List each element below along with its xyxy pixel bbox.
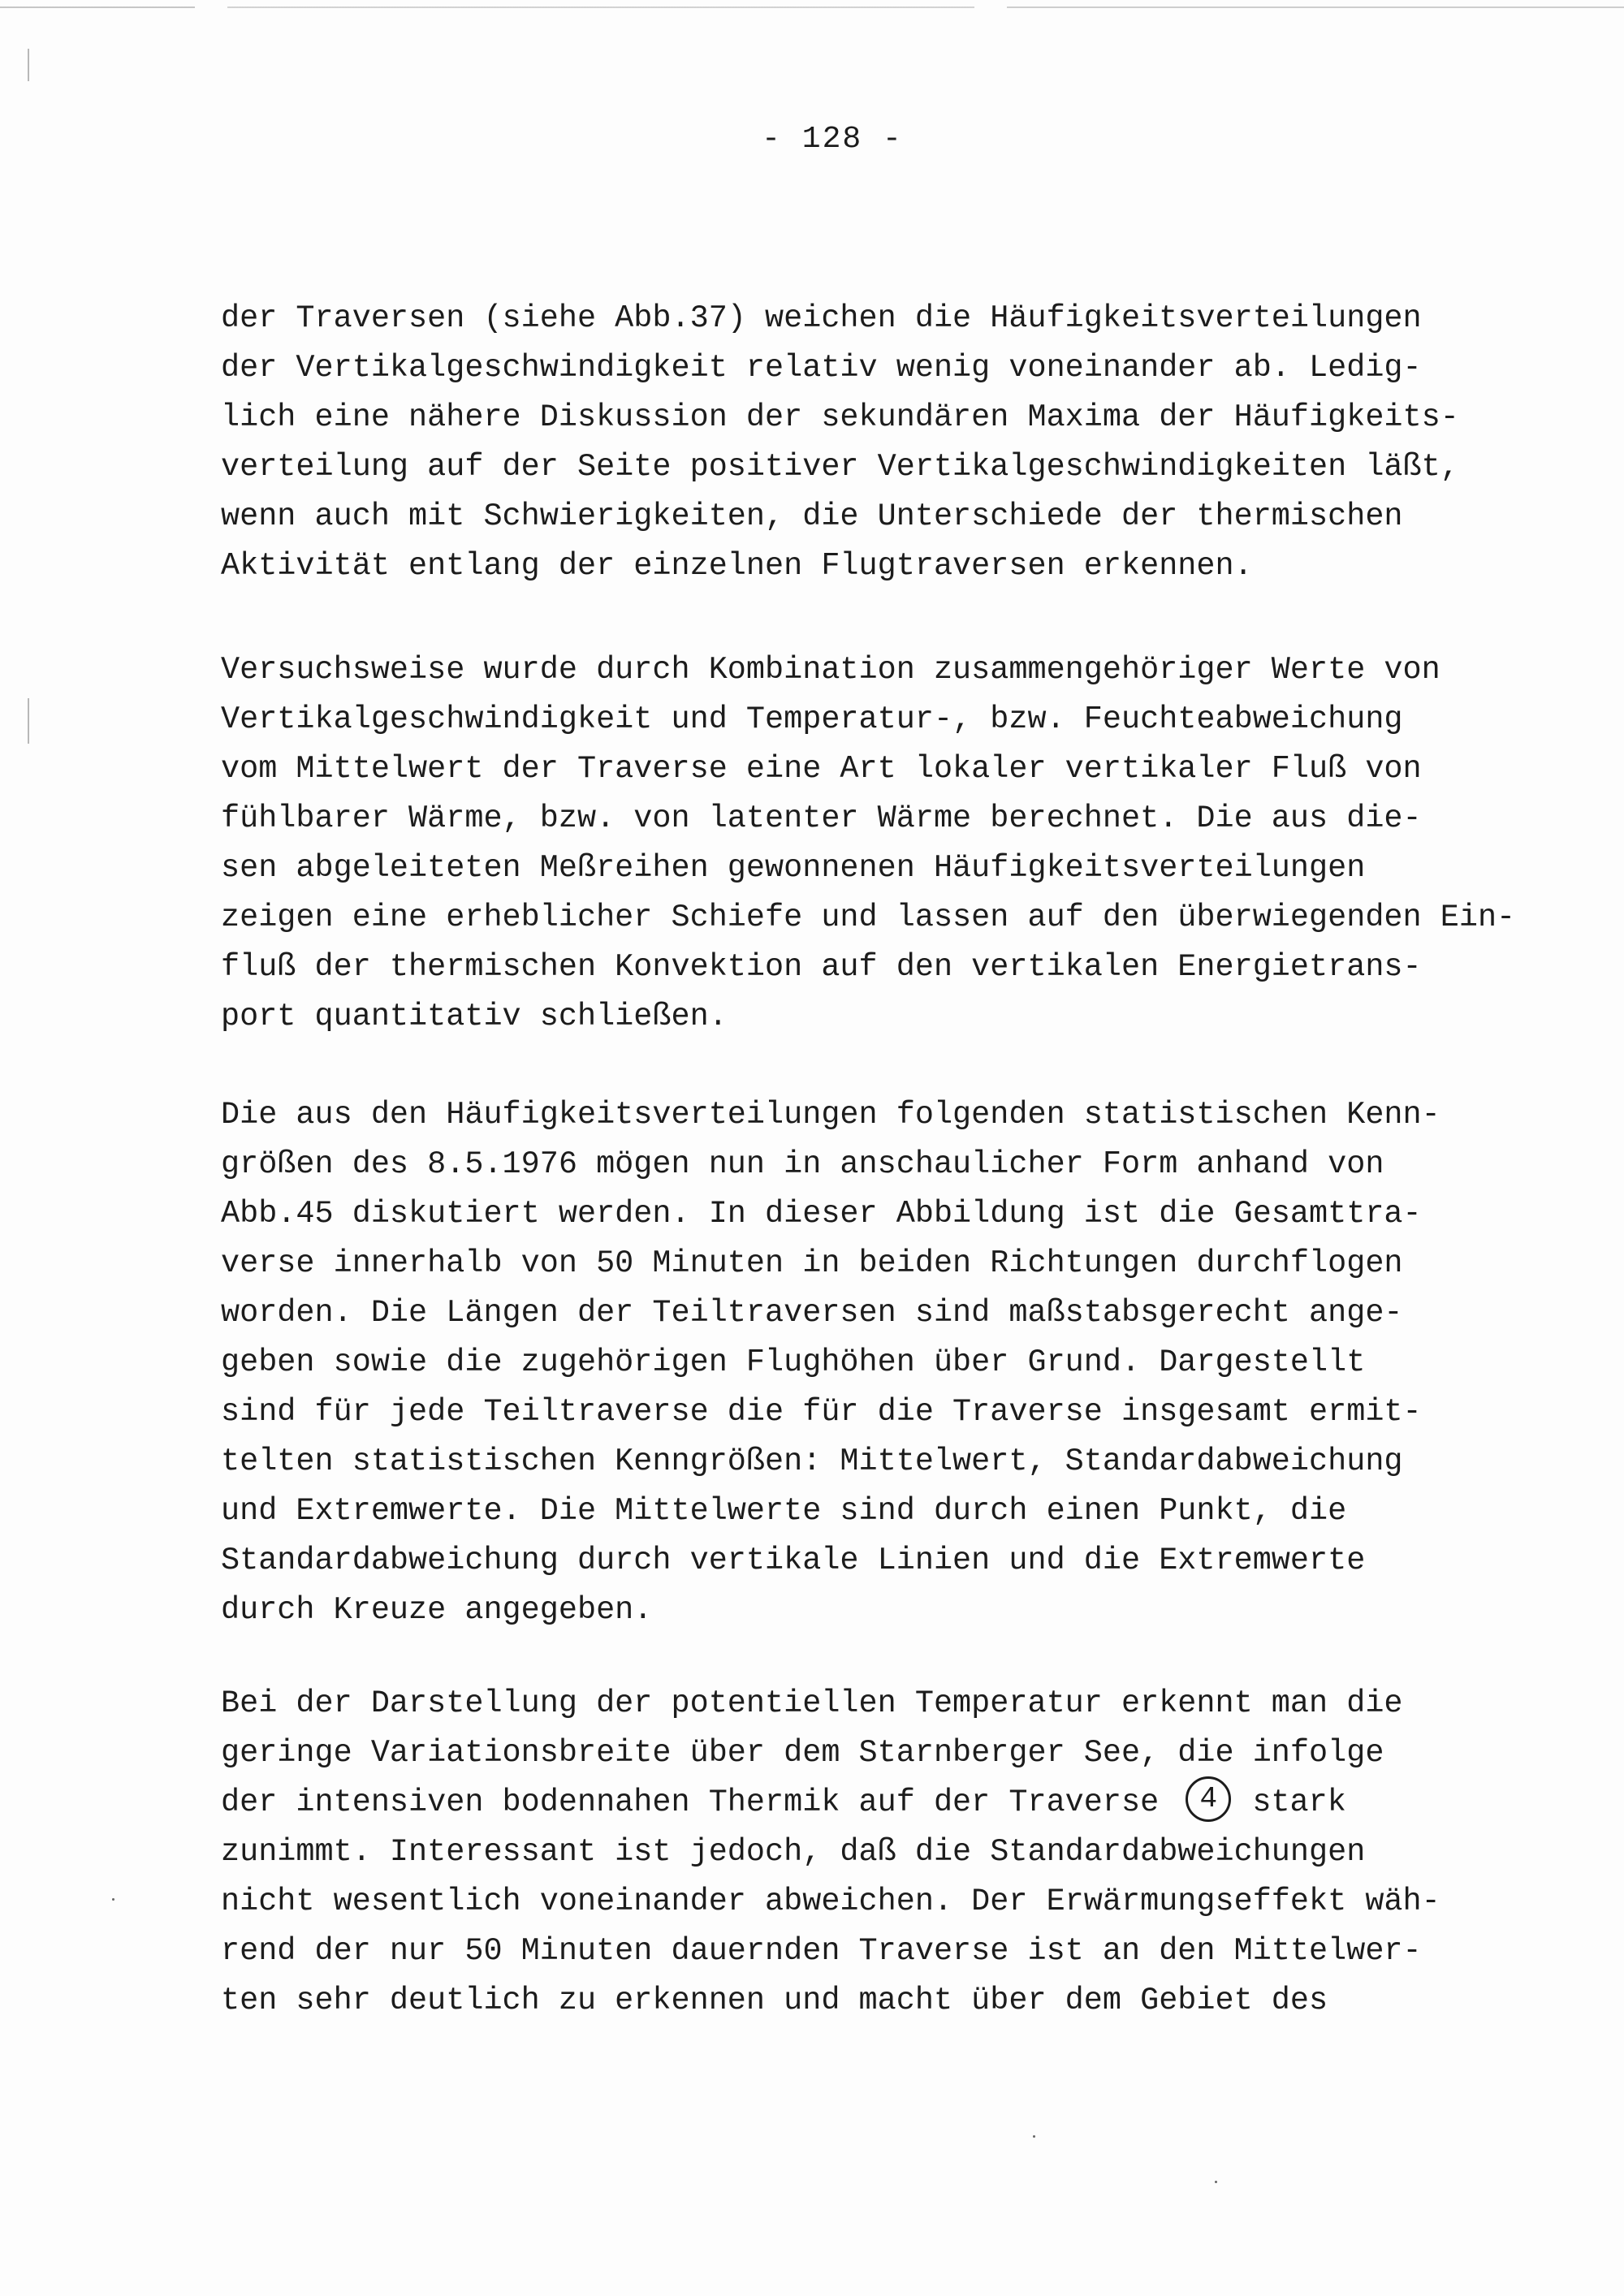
text-line: geben sowie die zugehörigen Flughöhen über Grund. Dargestellt (221, 1344, 1366, 1380)
text-segment: stark (1252, 1785, 1346, 1820)
text-segment: der intensiven bodennahen Thermik auf der Traverse (221, 1785, 1160, 1820)
text-line: Die aus den Häufigkeitsverteilungen folgenden statistischen Kenn- (221, 1097, 1440, 1133)
text-line: sind für jede Teiltraverse die für die Traverse insgesamt ermit- (221, 1394, 1422, 1430)
text-line: der Vertikalgeschwindigkeit relativ wenig voneinander ab. Ledig- (221, 350, 1422, 386)
text-line: Versuchsweise wurde durch Kombination zusammengehöriger Werte von (221, 652, 1440, 688)
text-line: vom Mittelwert der Traverse eine Art lokaler vertikaler Fluß von (221, 751, 1422, 787)
text-line: verse innerhalb von 50 Minuten in beiden Richtungen durchflogen (221, 1245, 1403, 1281)
text-line: zeigen eine erheblicher Schiefe und lassen auf den überwiegenden Ein- (221, 900, 1516, 935)
text-line: durch Kreuze angegeben. (221, 1592, 653, 1628)
text-line: größen des 8.5.1976 mögen nun in anschaulicher Form anhand von (221, 1146, 1384, 1182)
scan-margin-mark (28, 49, 29, 81)
scan-top-edge (0, 6, 1624, 8)
paragraph-2 (221, 645, 1520, 1042)
scan-margin-mark (28, 698, 29, 744)
text-line: fluß der thermischen Konvektion auf den vertikalen Energietrans- (221, 949, 1422, 985)
scan-speck (112, 1898, 114, 1901)
paragraph-4 (221, 1679, 1520, 2026)
text-line: port quantitativ schließen. (221, 999, 728, 1034)
circled-number-4: 4 (1186, 1776, 1231, 1822)
text-line: geringe Variationsbreite über dem Starnberger See, die infolge (221, 1735, 1384, 1771)
text-line: Abb.45 diskutiert werden. In dieser Abbildung ist die Gesamttra- (221, 1196, 1422, 1232)
text-line: rend der nur 50 Minuten dauernden Traverse ist an den Mittelwer- (221, 1933, 1422, 1969)
text-line: Vertikalgeschwindigkeit und Temperatur-, bzw. Feuchteabweichung (221, 701, 1403, 737)
text-line: Standardabweichung durch vertikale Linien und die Extremwerte (221, 1543, 1366, 1578)
text-line: verteilung auf der Seite positiver Vertikalgeschwindigkeiten läßt, (221, 449, 1459, 485)
text-line: telten statistischen Kenngrößen: Mittelwert, Standardabweichung (221, 1444, 1403, 1479)
text-line: fühlbarer Wärme, bzw. von latenter Wärme berechnet. Die aus die- (221, 801, 1422, 836)
text-line: Bei der Darstellung der potentiellen Temperatur erkennt man die (221, 1685, 1403, 1721)
paragraph-3 (221, 1090, 1520, 1635)
text-line: ten sehr deutlich zu erkennen und macht über dem Gebiet des (221, 1983, 1328, 2018)
paragraph-1 (221, 294, 1520, 591)
text-line: und Extremwerte. Die Mittelwerte sind durch einen Punkt, die (221, 1493, 1347, 1529)
text-line: worden. Die Längen der Teiltraversen sind maßstabsgerecht ange- (221, 1295, 1403, 1331)
text-line: zunimmt. Interessant ist jedoch, daß die Standardabweichungen (221, 1834, 1366, 1870)
text-line: sen abgeleiteten Meßreihen gewonnenen Häufigkeitsverteilungen (221, 850, 1366, 886)
scan-speck (1033, 2135, 1035, 2138)
text-line: der Traversen (siehe Abb.37) weichen die Häufigkeitsverteilungen (221, 300, 1422, 336)
text-line: lich eine nähere Diskussion der sekundären Maxima der Häufigkeits- (221, 399, 1459, 435)
text-line-with-circled-number (221, 1778, 1520, 1828)
text-line: nicht wesentlich voneinander abweichen. Der Erwärmungseffekt wäh- (221, 1884, 1440, 1919)
page-number: - 128 - (762, 122, 903, 157)
text-line: wenn auch mit Schwierigkeiten, die Unterschiede der thermischen (221, 498, 1403, 534)
scan-speck (1215, 2181, 1217, 2183)
text-line: Aktivität entlang der einzelnen Flugtraversen erkennen. (221, 548, 1253, 584)
